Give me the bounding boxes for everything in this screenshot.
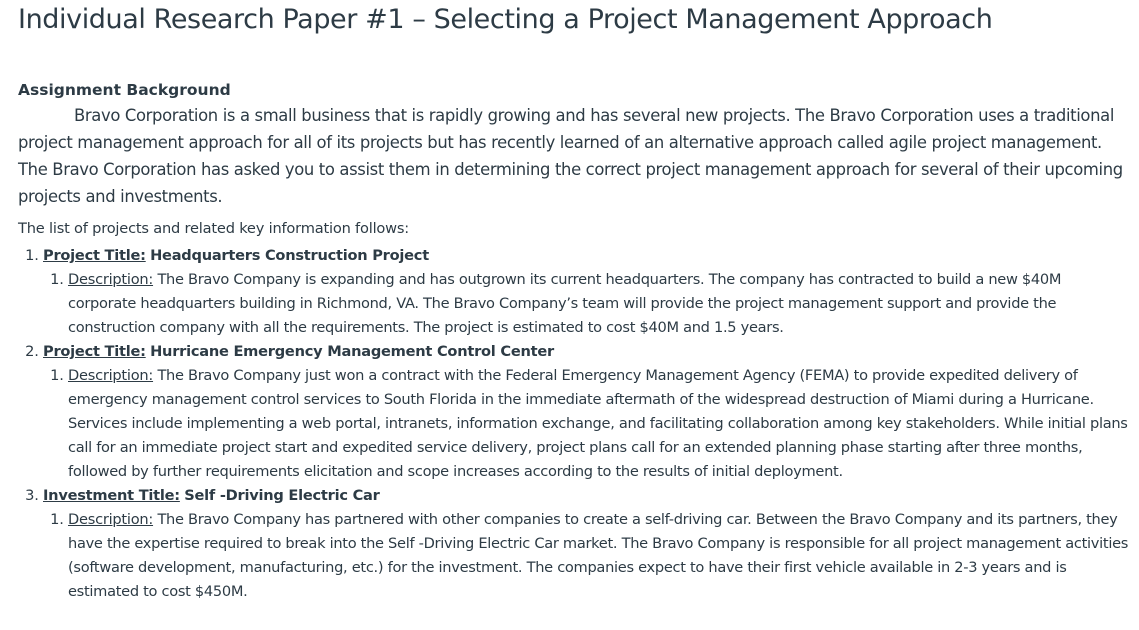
- description-text: The Bravo Company has partnered with other companies to create a self-driving car. Between the Bravo Company and its partners, they have the expertise required to break into the Self -Driving Electric Car market. The Bravo Company is responsible for all project management activities (software development, manufacturing, etc.) for the investment. The companies expect to have their first vehicle available in 2-3 years and is estimated to cost $450M.: [68, 511, 1129, 600]
- project-title-value: Hurricane Emergency Management Control Center: [150, 343, 554, 360]
- description-label: Description:: [68, 511, 154, 528]
- description-label: Description:: [68, 367, 154, 384]
- project-item-hurricane: [43, 340, 1133, 484]
- project-description-list: [43, 508, 1133, 604]
- project-list: [18, 244, 1133, 604]
- project-description-list: [43, 268, 1133, 340]
- description-text: The Bravo Company just won a contract with the Federal Emergency Management Agency (FEMA) to provide expedited delivery of emergency management control services to South Florida in the immediate aftermath of the widespread destruction of Miami during a Hurricane. Services include implementing a web portal, intranets, information exchange, and facilitating collaboration among key stakeholders. While initial plans call for an immediate project start and expedited service delivery, project plans call for an extended planning phase starting after three months, followed by further requirements elicitation and scope increases according to the results of initial deployment.: [68, 367, 1128, 480]
- project-list-intro: The list of projects and related key information follows:: [18, 220, 410, 237]
- document-page: [18, 0, 1133, 604]
- project-description-item: [68, 268, 1133, 340]
- project-description-list: [43, 364, 1133, 484]
- project-title-label: Project Title:: [43, 247, 146, 264]
- background-paragraph: Bravo Corporation is a small business that is rapidly growing and has several new projects. The Bravo Corporation uses a traditional project management approach for all of its projects but has recently learned of an alternative approach called agile project management. The Bravo Corporation has asked you to assist them in determining the correct project management approach for several of their upcoming projects and investments.: [18, 106, 1123, 206]
- investment-title-value: Self -Driving Electric Car: [184, 487, 380, 504]
- project-title-value: Headquarters Construction Project: [150, 247, 429, 264]
- project-item-headquarters: [43, 244, 1133, 340]
- project-description-item: [68, 364, 1133, 484]
- description-label: Description:: [68, 271, 154, 288]
- investment-title-label: Investment Title:: [43, 487, 180, 504]
- project-description-item: [68, 508, 1133, 604]
- section-heading-background: Assignment Background: [18, 81, 231, 99]
- page-title: Individual Research Paper #1 – Selecting a Project Management Approach: [18, 4, 993, 35]
- project-title-label: Project Title:: [43, 343, 146, 360]
- project-item-self-driving-car: [43, 484, 1133, 604]
- description-text: The Bravo Company is expanding and has outgrown its current headquarters. The company has contracted to build a new $40M corporate headquarters building in Richmond, VA. The Bravo Company’s team will provide the project management support and provide the construction company with all the requirements. The project is estimated to cost $40M and 1.5 years.: [68, 271, 1062, 336]
